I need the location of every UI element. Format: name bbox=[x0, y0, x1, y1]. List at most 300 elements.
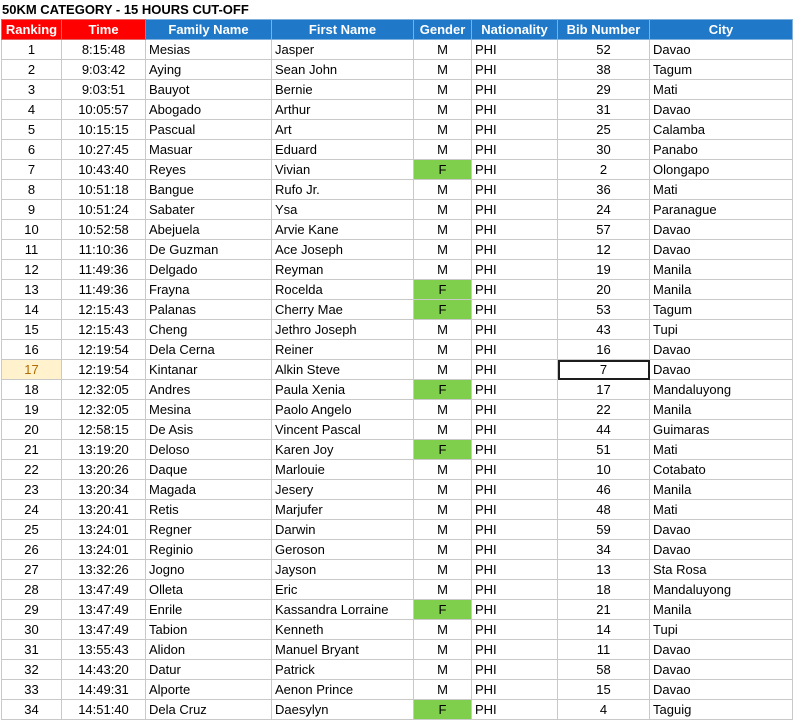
cell-gender[interactable]: M bbox=[414, 460, 472, 480]
cell-first-name[interactable]: Marlouie bbox=[272, 460, 414, 480]
cell-bib-number[interactable]: 46 bbox=[558, 480, 650, 500]
cell-family-name[interactable]: Bauyot bbox=[146, 80, 272, 100]
cell-first-name[interactable]: Vivian bbox=[272, 160, 414, 180]
cell-time[interactable]: 13:47:49 bbox=[62, 600, 146, 620]
cell-time[interactable]: 13:32:26 bbox=[62, 560, 146, 580]
cell-ranking[interactable]: 22 bbox=[2, 460, 62, 480]
cell-time[interactable]: 10:15:15 bbox=[62, 120, 146, 140]
cell-ranking[interactable]: 24 bbox=[2, 500, 62, 520]
cell-first-name[interactable]: Paolo Angelo bbox=[272, 400, 414, 420]
cell-family-name[interactable]: De Asis bbox=[146, 420, 272, 440]
cell-ranking[interactable]: 5 bbox=[2, 120, 62, 140]
cell-bib-number[interactable]: 15 bbox=[558, 680, 650, 700]
cell-nationality[interactable]: PHI bbox=[472, 200, 558, 220]
cell-nationality[interactable]: PHI bbox=[472, 380, 558, 400]
cell-family-name[interactable]: Tabion bbox=[146, 620, 272, 640]
cell-first-name[interactable]: Jayson bbox=[272, 560, 414, 580]
cell-time[interactable]: 13:20:41 bbox=[62, 500, 146, 520]
cell-bib-number[interactable]: 36 bbox=[558, 180, 650, 200]
cell-nationality[interactable]: PHI bbox=[472, 620, 558, 640]
cell-ranking[interactable]: 12 bbox=[2, 260, 62, 280]
cell-ranking[interactable]: 30 bbox=[2, 620, 62, 640]
cell-family-name[interactable]: Sabater bbox=[146, 200, 272, 220]
cell-first-name[interactable]: Paula Xenia bbox=[272, 380, 414, 400]
cell-first-name[interactable]: Bernie bbox=[272, 80, 414, 100]
cell-nationality[interactable]: PHI bbox=[472, 660, 558, 680]
cell-ranking[interactable]: 15 bbox=[2, 320, 62, 340]
cell-bib-number[interactable]: 13 bbox=[558, 560, 650, 580]
cell-gender[interactable]: M bbox=[414, 580, 472, 600]
cell-nationality[interactable]: PHI bbox=[472, 680, 558, 700]
cell-gender[interactable]: F bbox=[414, 700, 472, 720]
cell-family-name[interactable]: Datur bbox=[146, 660, 272, 680]
table-row bbox=[2, 40, 793, 60]
cell-first-name[interactable]: Eduard bbox=[272, 140, 414, 160]
cell-bib-number[interactable]: 51 bbox=[558, 440, 650, 460]
cell-ranking[interactable]: 2 bbox=[2, 60, 62, 80]
cell-gender[interactable]: M bbox=[414, 240, 472, 260]
cell-city[interactable]: Tagum bbox=[650, 60, 793, 80]
cell-first-name[interactable]: Art bbox=[272, 120, 414, 140]
cell-first-name[interactable]: Jesery bbox=[272, 480, 414, 500]
cell-nationality[interactable]: PHI bbox=[472, 300, 558, 320]
cell-time[interactable]: 13:55:43 bbox=[62, 640, 146, 660]
cell-bib-number[interactable]: 57 bbox=[558, 220, 650, 240]
cell-first-name[interactable]: Arvie Kane bbox=[272, 220, 414, 240]
cell-family-name[interactable]: Enrile bbox=[146, 600, 272, 620]
cell-gender[interactable]: M bbox=[414, 320, 472, 340]
cell-gender[interactable]: M bbox=[414, 360, 472, 380]
cell-gender[interactable]: M bbox=[414, 520, 472, 540]
cell-time[interactable]: 12:32:05 bbox=[62, 400, 146, 420]
cell-gender[interactable]: M bbox=[414, 480, 472, 500]
cell-gender[interactable]: M bbox=[414, 200, 472, 220]
cell-city[interactable]: Calamba bbox=[650, 120, 793, 140]
table-row bbox=[2, 260, 793, 280]
cell-ranking[interactable]: 11 bbox=[2, 240, 62, 260]
table-row bbox=[2, 300, 793, 320]
table-row bbox=[2, 320, 793, 340]
cell-time[interactable]: 10:51:18 bbox=[62, 180, 146, 200]
table-row bbox=[2, 680, 793, 700]
cell-family-name[interactable]: Jogno bbox=[146, 560, 272, 580]
header-ranking[interactable]: Ranking bbox=[2, 20, 62, 40]
cell-bib-number[interactable]: 11 bbox=[558, 640, 650, 660]
cell-first-name[interactable]: Ace Joseph bbox=[272, 240, 414, 260]
cell-city[interactable]: Davao bbox=[650, 240, 793, 260]
header-family-name[interactable]: Family Name bbox=[146, 20, 272, 40]
cell-family-name[interactable]: Abogado bbox=[146, 100, 272, 120]
cell-time[interactable]: 14:51:40 bbox=[62, 700, 146, 720]
cell-bib-number[interactable]: 25 bbox=[558, 120, 650, 140]
cell-nationality[interactable]: PHI bbox=[472, 540, 558, 560]
cell-gender[interactable]: M bbox=[414, 540, 472, 560]
cell-family-name[interactable]: Pascual bbox=[146, 120, 272, 140]
sheet-title[interactable]: 50KM CATEGORY - 15 HOURS CUT-OFF bbox=[2, 2, 249, 17]
cell-first-name[interactable]: Aenon Prince bbox=[272, 680, 414, 700]
cell-gender[interactable]: M bbox=[414, 620, 472, 640]
cell-city[interactable]: Mandaluyong bbox=[650, 380, 793, 400]
cell-time[interactable]: 14:49:31 bbox=[62, 680, 146, 700]
header-city[interactable]: City bbox=[650, 20, 793, 40]
cell-first-name[interactable]: Daesylyn bbox=[272, 700, 414, 720]
cell-ranking[interactable]: 26 bbox=[2, 540, 62, 560]
cell-family-name[interactable]: Masuar bbox=[146, 140, 272, 160]
cell-ranking[interactable]: 23 bbox=[2, 480, 62, 500]
cell-city[interactable]: Paranague bbox=[650, 200, 793, 220]
cell-gender[interactable]: M bbox=[414, 80, 472, 100]
cell-time[interactable]: 13:20:26 bbox=[62, 460, 146, 480]
cell-bib-number[interactable]: 44 bbox=[558, 420, 650, 440]
cell-bib-number[interactable]: 53 bbox=[558, 300, 650, 320]
cell-city[interactable]: Mati bbox=[650, 80, 793, 100]
cell-family-name[interactable]: Dela Cerna bbox=[146, 340, 272, 360]
cell-bib-number[interactable]: 58 bbox=[558, 660, 650, 680]
cell-time[interactable]: 12:19:54 bbox=[62, 360, 146, 380]
cell-city[interactable]: Tupi bbox=[650, 620, 793, 640]
cell-nationality[interactable]: PHI bbox=[472, 600, 558, 620]
cell-family-name[interactable]: Retis bbox=[146, 500, 272, 520]
cell-city[interactable]: Manila bbox=[650, 260, 793, 280]
cell-time[interactable]: 13:19:20 bbox=[62, 440, 146, 460]
cell-city[interactable]: Olongapo bbox=[650, 160, 793, 180]
cell-time[interactable]: 10:05:57 bbox=[62, 100, 146, 120]
cell-city[interactable]: Mati bbox=[650, 500, 793, 520]
table-row bbox=[2, 420, 793, 440]
cell-family-name[interactable]: Magada bbox=[146, 480, 272, 500]
cell-city[interactable]: Taguig bbox=[650, 700, 793, 720]
cell-bib-number[interactable]: 31 bbox=[558, 100, 650, 120]
selected-cell[interactable]: 7 bbox=[558, 360, 650, 380]
cell-family-name[interactable]: Alporte bbox=[146, 680, 272, 700]
cell-gender[interactable]: M bbox=[414, 140, 472, 160]
cell-first-name[interactable]: Rocelda bbox=[272, 280, 414, 300]
cell-nationality[interactable]: PHI bbox=[472, 60, 558, 80]
table-row bbox=[2, 500, 793, 520]
cell-city[interactable]: Davao bbox=[650, 680, 793, 700]
cell-nationality[interactable]: PHI bbox=[472, 120, 558, 140]
cell-city[interactable]: Sta Rosa bbox=[650, 560, 793, 580]
cell-city[interactable]: Davao bbox=[650, 540, 793, 560]
cell-nationality[interactable]: PHI bbox=[472, 180, 558, 200]
cell-nationality[interactable]: PHI bbox=[472, 100, 558, 120]
cell-gender[interactable]: F bbox=[414, 440, 472, 460]
cell-ranking[interactable]: 25 bbox=[2, 520, 62, 540]
cell-time[interactable]: 13:24:01 bbox=[62, 540, 146, 560]
cell-nationality[interactable]: PHI bbox=[472, 80, 558, 100]
cell-first-name[interactable]: Cherry Mae bbox=[272, 300, 414, 320]
cell-nationality[interactable]: PHI bbox=[472, 340, 558, 360]
cell-bib-number[interactable]: 16 bbox=[558, 340, 650, 360]
cell-family-name[interactable]: Mesias bbox=[146, 40, 272, 60]
cell-city[interactable]: Davao bbox=[650, 640, 793, 660]
cell-first-name[interactable]: Jasper bbox=[272, 40, 414, 60]
cell-first-name[interactable]: Eric bbox=[272, 580, 414, 600]
cell-ranking[interactable]: 1 bbox=[2, 40, 62, 60]
cell-ranking[interactable]: 31 bbox=[2, 640, 62, 660]
cell-city[interactable]: Davao bbox=[650, 220, 793, 240]
cell-time[interactable]: 13:47:49 bbox=[62, 580, 146, 600]
cell-family-name[interactable]: Reginio bbox=[146, 540, 272, 560]
cell-time[interactable]: 12:15:43 bbox=[62, 300, 146, 320]
cell-time[interactable]: 11:49:36 bbox=[62, 280, 146, 300]
cell-nationality[interactable]: PHI bbox=[472, 40, 558, 60]
cell-nationality[interactable]: PHI bbox=[472, 160, 558, 180]
cell-time[interactable]: 10:51:24 bbox=[62, 200, 146, 220]
cell-time[interactable]: 11:10:36 bbox=[62, 240, 146, 260]
cell-bib-number[interactable]: 20 bbox=[558, 280, 650, 300]
cell-gender[interactable]: F bbox=[414, 600, 472, 620]
cell-family-name[interactable]: Kintanar bbox=[146, 360, 272, 380]
cell-ranking[interactable]: 33 bbox=[2, 680, 62, 700]
table-row bbox=[2, 100, 793, 120]
header-time[interactable]: Time bbox=[62, 20, 146, 40]
cell-nationality[interactable]: PHI bbox=[472, 460, 558, 480]
cell-time[interactable]: 8:15:48 bbox=[62, 40, 146, 60]
cell-first-name[interactable]: Alkin Steve bbox=[272, 360, 414, 380]
cell-bib-number[interactable]: 22 bbox=[558, 400, 650, 420]
cell-bib-number[interactable]: 2 bbox=[558, 160, 650, 180]
cell-bib-number[interactable]: 59 bbox=[558, 520, 650, 540]
cell-first-name[interactable]: Geroson bbox=[272, 540, 414, 560]
cell-first-name[interactable]: Kenneth bbox=[272, 620, 414, 640]
cell-nationality[interactable]: PHI bbox=[472, 560, 558, 580]
table-row bbox=[2, 460, 793, 480]
cell-nationality[interactable]: PHI bbox=[472, 640, 558, 660]
cell-city[interactable]: Manila bbox=[650, 480, 793, 500]
cell-nationality[interactable]: PHI bbox=[472, 480, 558, 500]
cell-first-name[interactable]: Arthur bbox=[272, 100, 414, 120]
cell-city[interactable]: Davao bbox=[650, 340, 793, 360]
cell-city[interactable]: Guimaras bbox=[650, 420, 793, 440]
cell-family-name[interactable]: Olleta bbox=[146, 580, 272, 600]
cell-time[interactable]: 13:24:01 bbox=[62, 520, 146, 540]
cell-gender[interactable]: M bbox=[414, 400, 472, 420]
table-row bbox=[2, 180, 793, 200]
cell-bib-number[interactable]: 10 bbox=[558, 460, 650, 480]
cell-time[interactable]: 11:49:36 bbox=[62, 260, 146, 280]
cell-nationality[interactable]: PHI bbox=[472, 320, 558, 340]
cell-nationality[interactable]: PHI bbox=[472, 140, 558, 160]
cell-gender[interactable]: F bbox=[414, 280, 472, 300]
cell-bib-number[interactable]: 34 bbox=[558, 540, 650, 560]
cell-gender[interactable]: F bbox=[414, 160, 472, 180]
cell-bib-number[interactable]: 21 bbox=[558, 600, 650, 620]
cell-family-name[interactable]: Delgado bbox=[146, 260, 272, 280]
header-nationality[interactable]: Nationality bbox=[472, 20, 558, 40]
cell-family-name[interactable]: Frayna bbox=[146, 280, 272, 300]
table-row bbox=[2, 640, 793, 660]
cell-bib-number[interactable]: 29 bbox=[558, 80, 650, 100]
cell-family-name[interactable]: Dela Cruz bbox=[146, 700, 272, 720]
cell-nationality[interactable]: PHI bbox=[472, 420, 558, 440]
cell-ranking[interactable]: 4 bbox=[2, 100, 62, 120]
cell-city[interactable]: Tupi bbox=[650, 320, 793, 340]
cell-ranking[interactable]: 6 bbox=[2, 140, 62, 160]
cell-nationality[interactable]: PHI bbox=[472, 280, 558, 300]
header-bib-number[interactable]: Bib Number bbox=[558, 20, 650, 40]
cell-family-name[interactable]: Andres bbox=[146, 380, 272, 400]
cell-time[interactable]: 12:19:54 bbox=[62, 340, 146, 360]
cell-gender[interactable]: M bbox=[414, 260, 472, 280]
cell-city[interactable]: Davao bbox=[650, 40, 793, 60]
cell-family-name[interactable]: De Guzman bbox=[146, 240, 272, 260]
cell-ranking[interactable]: 18 bbox=[2, 380, 62, 400]
cell-family-name[interactable]: Deloso bbox=[146, 440, 272, 460]
cell-city[interactable]: Mati bbox=[650, 180, 793, 200]
cell-ranking[interactable]: 9 bbox=[2, 200, 62, 220]
cell-bib-number[interactable]: 18 bbox=[558, 580, 650, 600]
cell-family-name[interactable]: Bangue bbox=[146, 180, 272, 200]
cell-first-name[interactable]: Marjufer bbox=[272, 500, 414, 520]
cell-family-name[interactable]: Alidon bbox=[146, 640, 272, 660]
cell-time[interactable]: 9:03:51 bbox=[62, 80, 146, 100]
cell-first-name[interactable]: Reyman bbox=[272, 260, 414, 280]
cell-family-name[interactable]: Daque bbox=[146, 460, 272, 480]
cell-ranking[interactable]: 14 bbox=[2, 300, 62, 320]
table-row bbox=[2, 220, 793, 240]
cell-city[interactable]: Mati bbox=[650, 440, 793, 460]
cell-gender[interactable]: M bbox=[414, 420, 472, 440]
cell-bib-number[interactable]: 17 bbox=[558, 380, 650, 400]
cell-time[interactable]: 12:58:15 bbox=[62, 420, 146, 440]
cell-city[interactable]: Mandaluyong bbox=[650, 580, 793, 600]
cell-gender[interactable]: M bbox=[414, 680, 472, 700]
table-row bbox=[2, 120, 793, 140]
cell-bib-number[interactable]: 19 bbox=[558, 260, 650, 280]
cell-first-name[interactable]: Manuel Bryant bbox=[272, 640, 414, 660]
cell-bib-number[interactable]: 38 bbox=[558, 60, 650, 80]
cell-family-name[interactable]: Palanas bbox=[146, 300, 272, 320]
table-row bbox=[2, 560, 793, 580]
cell-family-name[interactable]: Aying bbox=[146, 60, 272, 80]
cell-family-name[interactable]: Reyes bbox=[146, 160, 272, 180]
cell-time[interactable]: 13:20:34 bbox=[62, 480, 146, 500]
cell-bib-number[interactable]: 24 bbox=[558, 200, 650, 220]
table-row bbox=[2, 480, 793, 500]
cell-ranking[interactable]: 19 bbox=[2, 400, 62, 420]
cell-time[interactable]: 10:43:40 bbox=[62, 160, 146, 180]
cell-nationality[interactable]: PHI bbox=[472, 500, 558, 520]
table-row bbox=[2, 380, 793, 400]
cell-gender[interactable]: M bbox=[414, 500, 472, 520]
cell-gender[interactable]: M bbox=[414, 180, 472, 200]
cell-gender[interactable]: M bbox=[414, 220, 472, 240]
cell-ranking[interactable]: 32 bbox=[2, 660, 62, 680]
cell-family-name[interactable]: Cheng bbox=[146, 320, 272, 340]
cell-city[interactable]: Manila bbox=[650, 280, 793, 300]
cell-ranking[interactable]: 13 bbox=[2, 280, 62, 300]
cell-bib-number[interactable]: 48 bbox=[558, 500, 650, 520]
cell-bib-number[interactable]: 30 bbox=[558, 140, 650, 160]
cell-time[interactable]: 10:52:58 bbox=[62, 220, 146, 240]
cell-ranking[interactable]: 17 bbox=[2, 360, 62, 380]
cell-city[interactable]: Davao bbox=[650, 660, 793, 680]
table-row bbox=[2, 280, 793, 300]
cell-ranking[interactable]: 3 bbox=[2, 80, 62, 100]
cell-city[interactable]: Cotabato bbox=[650, 460, 793, 480]
cell-gender[interactable]: M bbox=[414, 560, 472, 580]
cell-first-name[interactable]: Kassandra Lorraine bbox=[272, 600, 414, 620]
cell-time[interactable]: 14:43:20 bbox=[62, 660, 146, 680]
cell-ranking[interactable]: 27 bbox=[2, 560, 62, 580]
cell-family-name[interactable]: Abejuela bbox=[146, 220, 272, 240]
cell-first-name[interactable]: Jethro Joseph bbox=[272, 320, 414, 340]
cell-gender[interactable]: M bbox=[414, 60, 472, 80]
cell-family-name[interactable]: Regner bbox=[146, 520, 272, 540]
cell-city[interactable]: Tagum bbox=[650, 300, 793, 320]
cell-gender[interactable]: M bbox=[414, 660, 472, 680]
cell-time[interactable]: 12:32:05 bbox=[62, 380, 146, 400]
cell-bib-number[interactable]: 12 bbox=[558, 240, 650, 260]
cell-first-name[interactable]: Darwin bbox=[272, 520, 414, 540]
cell-gender[interactable]: M bbox=[414, 120, 472, 140]
cell-ranking[interactable]: 20 bbox=[2, 420, 62, 440]
cell-bib-number[interactable]: 52 bbox=[558, 40, 650, 60]
cell-gender[interactable]: M bbox=[414, 40, 472, 60]
cell-first-name[interactable]: Ysa bbox=[272, 200, 414, 220]
cell-nationality[interactable]: PHI bbox=[472, 240, 558, 260]
cell-ranking[interactable]: 34 bbox=[2, 700, 62, 720]
header-gender[interactable]: Gender bbox=[414, 20, 472, 40]
cell-nationality[interactable]: PHI bbox=[472, 400, 558, 420]
cell-nationality[interactable]: PHI bbox=[472, 580, 558, 600]
cell-ranking[interactable]: 10 bbox=[2, 220, 62, 240]
cell-city[interactable]: Davao bbox=[650, 100, 793, 120]
cell-first-name[interactable]: Vincent Pascal bbox=[272, 420, 414, 440]
cell-first-name[interactable]: Rufo Jr. bbox=[272, 180, 414, 200]
cell-gender[interactable]: M bbox=[414, 100, 472, 120]
cell-city[interactable]: Davao bbox=[650, 360, 793, 380]
cell-time[interactable]: 13:47:49 bbox=[62, 620, 146, 640]
cell-bib-number[interactable]: 4 bbox=[558, 700, 650, 720]
cell-gender[interactable]: M bbox=[414, 340, 472, 360]
cell-city[interactable]: Panabo bbox=[650, 140, 793, 160]
cell-nationality[interactable]: PHI bbox=[472, 520, 558, 540]
cell-nationality[interactable]: PHI bbox=[472, 360, 558, 380]
cell-nationality[interactable]: PHI bbox=[472, 260, 558, 280]
cell-family-name[interactable]: Mesina bbox=[146, 400, 272, 420]
cell-nationality[interactable]: PHI bbox=[472, 220, 558, 240]
table-row bbox=[2, 440, 793, 460]
cell-time[interactable]: 10:27:45 bbox=[62, 140, 146, 160]
cell-ranking[interactable]: 16 bbox=[2, 340, 62, 360]
cell-ranking[interactable]: 7 bbox=[2, 160, 62, 180]
cell-nationality[interactable]: PHI bbox=[472, 440, 558, 460]
cell-gender[interactable]: M bbox=[414, 640, 472, 660]
cell-ranking[interactable]: 29 bbox=[2, 600, 62, 620]
cell-ranking[interactable]: 28 bbox=[2, 580, 62, 600]
cell-first-name[interactable]: Karen Joy bbox=[272, 440, 414, 460]
cell-gender[interactable]: F bbox=[414, 380, 472, 400]
cell-first-name[interactable]: Reiner bbox=[272, 340, 414, 360]
cell-ranking[interactable]: 21 bbox=[2, 440, 62, 460]
table-row bbox=[2, 660, 793, 680]
cell-bib-number[interactable]: 14 bbox=[558, 620, 650, 640]
cell-time[interactable]: 12:15:43 bbox=[62, 320, 146, 340]
cell-city[interactable]: Davao bbox=[650, 520, 793, 540]
header-first-name[interactable]: First Name bbox=[272, 20, 414, 40]
cell-city[interactable]: Manila bbox=[650, 600, 793, 620]
cell-ranking[interactable]: 8 bbox=[2, 180, 62, 200]
cell-nationality[interactable]: PHI bbox=[472, 700, 558, 720]
cell-gender[interactable]: F bbox=[414, 300, 472, 320]
cell-bib-number[interactable]: 43 bbox=[558, 320, 650, 340]
cell-first-name[interactable]: Sean John bbox=[272, 60, 414, 80]
cell-city[interactable]: Manila bbox=[650, 400, 793, 420]
cell-time[interactable]: 9:03:42 bbox=[62, 60, 146, 80]
cell-first-name[interactable]: Patrick bbox=[272, 660, 414, 680]
